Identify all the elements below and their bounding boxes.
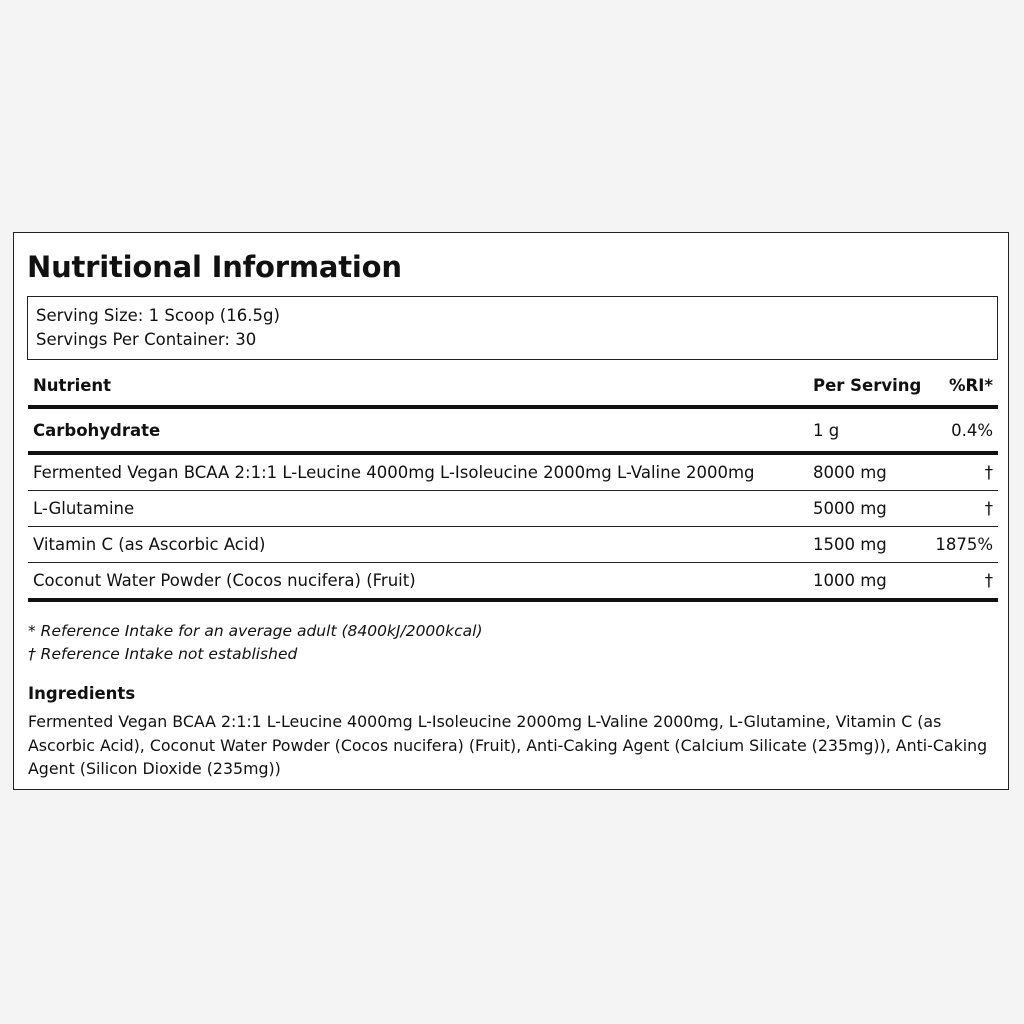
nutrient-name: Coconut Water Powder (Cocos nucifera) (Fruit) [28,563,808,601]
nutrient-ri: † [923,491,998,527]
ingredients-heading: Ingredients [28,684,136,703]
table-row [28,453,998,491]
nutrient-per-serving: 8000 mg [808,453,923,491]
nutrient-ri: 1875% [923,527,998,563]
nutrient-name: Carbohydrate [28,407,808,453]
nutrient-per-serving: 1000 mg [808,563,923,601]
footnotes [28,620,483,666]
header-ri: %RI* [923,365,998,407]
nutrient-name: Vitamin C (as Ascorbic Acid) [28,527,808,563]
nutrient-per-serving: 1 g [808,407,923,453]
serving-info-box [27,296,998,360]
nutrition-table [28,365,998,602]
nutrient-ri: † [923,563,998,601]
nutrition-label-card [13,232,1009,790]
servings-per-container: Servings Per Container: 30 [36,330,257,349]
footnote-not-established: † Reference Intake not established [28,645,298,663]
nutrient-per-serving: 5000 mg [808,491,923,527]
table-row [28,527,998,563]
footnote-reference-intake: * Reference Intake for an average adult (8400kJ/2000kcal) [28,622,483,640]
serving-size: Serving Size: 1 Scoop (16.5g) [36,306,280,325]
ingredients-text: Fermented Vegan BCAA 2:1:1 L-Leucine 4000mg L-Isoleucine 2000mg L-Valine 2000mg, L-Glutamine, Vitamin C (as Ascorbic Acid), Coconut Water Powder (Cocos nucifera) (Fruit), Anti-Caking Agent (Calcium Silicate (235mg)), Anti-Caking Agent (Silicon Dioxide (235mg)) [28,712,988,778]
nutrient-ri: † [923,453,998,491]
nutrient-ri: 0.4% [923,407,998,453]
table-row [28,563,998,601]
table-header-row [28,365,998,407]
nutrient-name: Fermented Vegan BCAA 2:1:1 L-Leucine 4000mg L-Isoleucine 2000mg L-Valine 2000mg [28,453,808,491]
nutrient-name: L-Glutamine [28,491,808,527]
table-row [28,491,998,527]
table-row-carbohydrate [28,407,998,453]
header-nutrient: Nutrient [28,365,808,407]
nutrient-per-serving: 1500 mg [808,527,923,563]
header-per-serving: Per Serving [808,365,923,407]
label-title: Nutritional Information [27,250,402,284]
